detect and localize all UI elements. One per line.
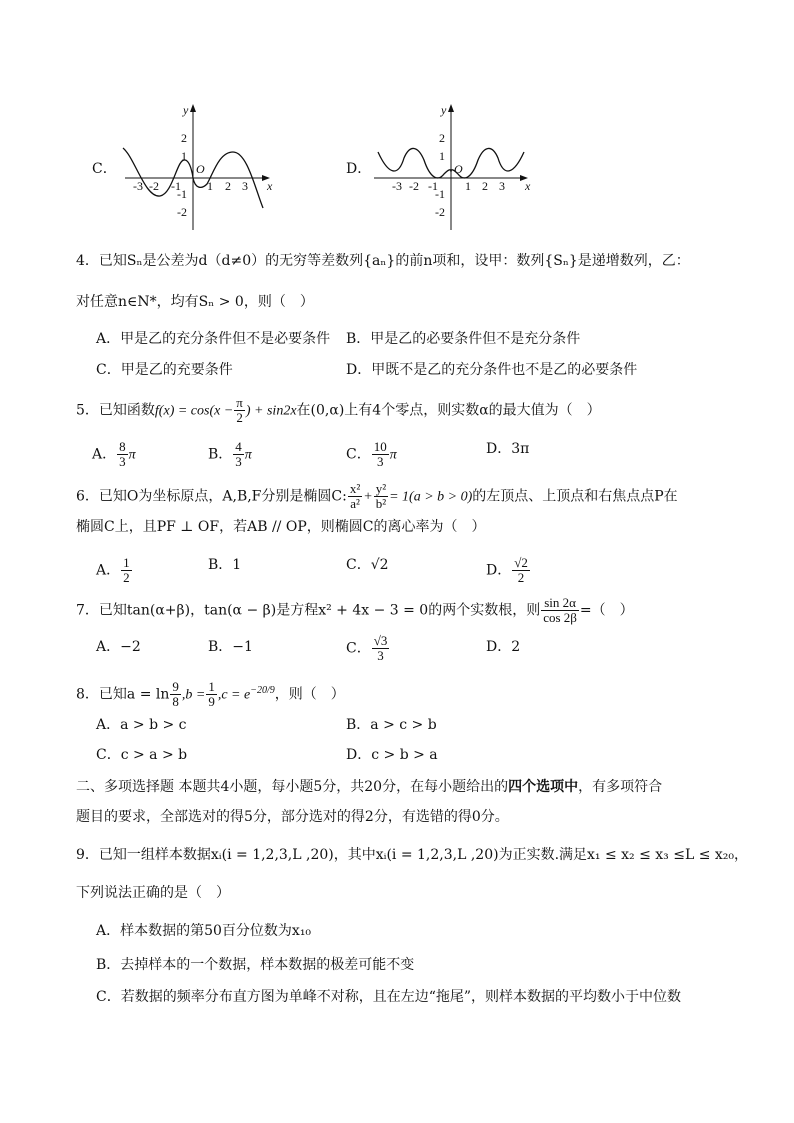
- graph-d-ytick: 1: [439, 149, 445, 163]
- q8-option-c: C．c > a > b: [96, 747, 188, 763]
- q5-option-a: A． $\frac{8}{3}$ π: [92, 439, 136, 469]
- q8-option-b: B．a > c > b: [346, 717, 437, 733]
- q4-option-d: D．甲既不是乙的充分条件也不是乙的必要条件: [346, 362, 638, 378]
- q8-option-d: D．c > b > a: [346, 747, 438, 763]
- q5-option-d: D．3π: [486, 441, 530, 457]
- graph-c-ytick: 1: [181, 149, 187, 163]
- q6-stem-line2: 椭圆C上，且PF ⊥ OF，若AB // OP，则椭圆C的离心率为（ ）: [76, 519, 486, 535]
- graph-c-xtick: 2: [225, 179, 231, 193]
- graph-d-ytick: -1: [435, 187, 445, 201]
- graph-c-origin: O: [196, 162, 205, 176]
- q7-option-b: B．−1: [208, 639, 253, 655]
- q7-stem: 7．已知tan(α+β)，tan(α − β)是方程x² + 4x − 3 = 0的两个实数根，则 $\frac{\sin 2\alpha}{\cos 2\beta}$ =（ ）: [76, 595, 634, 625]
- q5-stem-post: 在(0,α)上有4个零点，则实数α的最大值为（ ）: [296, 402, 601, 419]
- graph-c-xtick: -2: [149, 179, 159, 193]
- q5-func-fraction: $\frac{\pi}{2}$: [236, 395, 243, 425]
- q6-stem-line1: 6．已知O为坐标原点，A,B,F分别是椭圆C: $\frac{\text{x²}}{\text{a²}}$ + $\frac{\text{y²}}{\text{b²}}$ = 1(a > b > 0)的左顶点、上顶点和右焦点点P在: [76, 481, 678, 511]
- q9-option-c: C．若数据的频率分布直方图为单峰不对称，且在左边“拖尾”，则样本数据的平均数小于中位数: [96, 989, 682, 1005]
- graph-c-ylabel: y: [183, 103, 189, 117]
- graph-d-xtick: -1: [428, 179, 438, 193]
- graph-d-xtick: 2: [482, 179, 488, 193]
- q9-option-a: A．样本数据的第50百分位数为x₁₀: [96, 923, 312, 939]
- q6-option-d: D． $\frac{√2}{2}$: [486, 555, 528, 585]
- graph-c-xtick: 3: [242, 179, 248, 193]
- graph-d-xtick: -2: [409, 179, 419, 193]
- q5-function: f(x) = cos(x −: [154, 403, 234, 419]
- graph-c-ytick: -2: [177, 205, 187, 219]
- option-c-label: C．: [92, 161, 117, 177]
- q4-option-c: C．甲是乙的充要条件: [96, 362, 233, 378]
- graph-d-xlabel: x: [525, 179, 531, 193]
- graph-c-xtick: 1: [207, 179, 213, 193]
- q5-option-b: B． $\frac{4}{3}$ π: [208, 439, 252, 469]
- graph-d-ytick: 2: [439, 131, 445, 145]
- graph-c: [115, 98, 285, 238]
- section2-heading-line2: 题目的要求，全部选对的得5分，部分选对的得2分，有选错的得0分。: [76, 809, 509, 825]
- q6-option-b: B．1: [208, 557, 242, 573]
- q7-option-a: A．−2: [96, 639, 141, 655]
- graph-d-ylabel: y: [441, 103, 447, 117]
- q8-stem: 8．已知a = ln $\frac{9}{8}$ ,b = $\frac{1}{9}$ $,c = e^{-20/9}$，则（ ）: [76, 679, 345, 709]
- graph-d-xtick: 3: [499, 179, 505, 193]
- q6-option-a: A． $\frac{1}{2}$: [96, 555, 130, 585]
- q6-option-c: C．√2: [346, 557, 389, 573]
- graph-c-xtick: -1: [171, 179, 181, 193]
- graph-d-origin: O: [454, 162, 463, 176]
- q8-option-a: A．a > b > c: [96, 717, 187, 733]
- q4-option-a: A．甲是乙的充分条件但不是必要条件: [96, 331, 331, 347]
- graph-c-ytick: 2: [181, 131, 187, 145]
- q5-stem: [76, 396, 601, 425]
- q4-option-b: B．甲是乙的必要条件但不是充分条件: [346, 331, 581, 347]
- graph-d-ytick: -2: [435, 205, 445, 219]
- graph-c-ytick: -1: [177, 187, 187, 201]
- option-d-label: D．: [346, 161, 372, 177]
- q5-option-c: C． $\frac{10}{3}$ π: [346, 439, 397, 469]
- graph-d-xtick: 1: [465, 179, 471, 193]
- graph-d: [368, 98, 538, 238]
- q4-stem-line2: 对任意n∈N*，均有Sₙ > 0，则（ ）: [76, 294, 314, 310]
- graph-c-xlabel: x: [267, 179, 273, 193]
- graph-d-xtick: -3: [392, 179, 402, 193]
- q7-option-d: D．2: [486, 639, 521, 655]
- graph-c-xtick: -3: [133, 179, 143, 193]
- q9-option-b: B．去掉样本的一个数据，样本数据的极差可能不变: [96, 957, 415, 973]
- section2-heading-line1: 二、多项选择题 本题共4小题，每小题5分，共20分，在每小题给出的四个选项中，有多项符合: [76, 779, 663, 795]
- q5-function-post: ) + sin2x: [245, 403, 297, 419]
- q5-stem-pre: 5．已知函数: [76, 402, 155, 419]
- q9-stem-line1: 9．已知一组样本数据xᵢ(i = 1,2,3,L ,20)，其中xᵢ(i = 1,2,3,L ,20)为正实数.满足x₁ ≤ x₂ ≤ x₃ ≤L ≤ x₂₀，: [76, 847, 749, 863]
- q4-stem-line1: 4．已知Sₙ是公差为d（d≠0）的无穷等差数列{aₙ}的前n项和，设甲：数列{Sₙ}是递增数列，乙：: [76, 253, 690, 269]
- q9-stem-line2: 下列说法正确的是（ ）: [76, 885, 230, 901]
- q7-option-c: C． $\frac{√3}{3}$: [346, 633, 388, 663]
